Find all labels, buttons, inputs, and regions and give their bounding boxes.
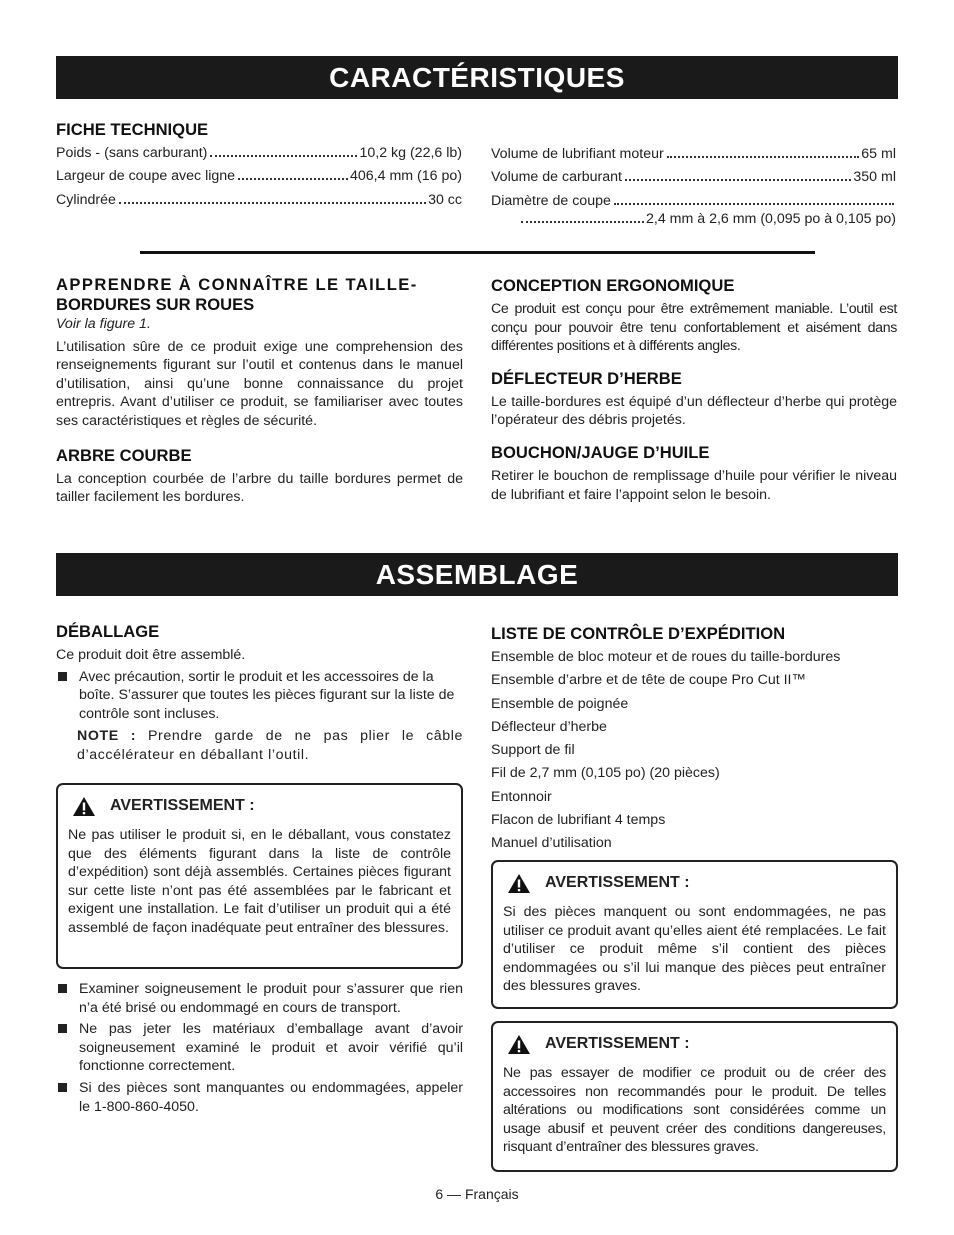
arbre-body: La conception courbée de l’arbre du taille bordures permet de tailler facilement les bordures. <box>56 470 463 506</box>
warning-triangle-icon <box>507 1034 531 1055</box>
list-item: Ensemble de poignée <box>491 695 629 712</box>
warning-triangle-icon <box>72 796 96 817</box>
assemblage-banner: ASSEMBLAGE <box>56 553 898 596</box>
spec-row: Diamètre de coupe <box>491 192 896 211</box>
list-item: Si des pièces sont manquantes ou endommagées, appeler le 1-800-860-4050. <box>56 1079 463 1116</box>
warning-body: Ne pas utiliser le produit si, en le déballant, vous constatez que des éléments figurant dans la liste de contrôle d’expédition) sont déjà assemblés. Certaines pièces figurant sur cette liste n’ont pas été assemblées par le fabricant et exigent une installation. Le fait d’utiliser un produit qui a été assemblé de façon inadéquate peut entraîner des blessures. <box>68 827 451 936</box>
figure-reference: Voir la figure 1. <box>56 316 151 332</box>
bullet-icon <box>58 984 67 993</box>
features-right <box>491 276 897 504</box>
note: NOTE : Prendre garde de ne pas plier le câble d’accélérateur en déballant l’outil. <box>77 728 463 763</box>
bullet-icon <box>58 1083 67 1092</box>
apprendre-heading-2: BORDURES SUR ROUES <box>56 295 255 314</box>
spec-row: Cylindrée 30 cc <box>56 191 462 208</box>
deballage-heading: DÉBALLAGE <box>56 622 160 641</box>
deballage-section <box>56 622 463 765</box>
list-item: Ensemble de bloc moteur et de roues du taille-bordures <box>491 649 841 665</box>
conception-heading: CONCEPTION ERGONOMIQUE <box>491 276 735 295</box>
list-item: Avec précaution, sortir le produit et les accessoires de la boîte. S’assurer que toutes les pièces figurant sur la liste de contrôle sont incluses. <box>56 668 463 724</box>
deflecteur-heading: DÉFLECTEUR D’HERBE <box>491 368 682 388</box>
list-item: Ensemble d’arbre et de tête de coupe Pro Cut II™ <box>491 672 806 689</box>
warning-body: Si des pièces manquent ou sont endommagées, ne pas utiliser ce produit avant qu’elles aient été remplacées. Le fait d’utiliser ce produit même s’il contient des pièces endommagées ou s’il lui manque des pièces peut entraîner des blessures graves. <box>503 904 886 995</box>
spec-row: Volume de lubrifiant moteur 65 ml <box>491 146 896 162</box>
section-divider <box>140 251 815 254</box>
deballage-bullets <box>56 977 463 1116</box>
deballage-intro: Ce produit doit être assemblé. <box>56 647 246 663</box>
warning-title: AVERTISSEMENT : <box>72 796 451 817</box>
list-item: Déflecteur d’herbe <box>491 718 607 735</box>
list-item: Fil de 2,7 mm (0,105 po) (20 pièces) <box>491 765 720 782</box>
checklist-heading: LISTE DE CONTRÔLE D’EXPÉDITION <box>491 624 786 643</box>
spec-row: Largeur de coupe avec ligne 406,4 mm (16 po) <box>56 168 462 185</box>
list-item: Flacon de lubrifiant 4 temps <box>491 811 666 828</box>
spec-row: Volume de carburant 350 ml <box>491 169 896 186</box>
list-item: Entonnoir <box>491 788 552 805</box>
warning-box-unpack <box>56 783 463 969</box>
checklist-section <box>491 624 897 858</box>
spec-row-continued: 2,4 mm à 2,6 mm (0,095 po à 0,105 po) <box>521 210 896 229</box>
bouchon-body: Retirer le bouchon de remplissage d’huile pour vérifier le niveau de lubrifiant et faire l’appoint selon le besoin. <box>491 467 897 503</box>
features-left <box>56 275 463 507</box>
list-item: Examiner soigneusement le produit pour s’assurer que rien n’a été brisé ou endommagé en cours de transport. <box>56 980 463 1017</box>
fiche-technique-right <box>491 145 896 234</box>
warning-box-missing-parts <box>491 860 898 1009</box>
apprendre-body: L’utilisation sûre de ce produit exige une comprehension des renseignements figurant sur l’outil et contenus dans le manuel d’utilisation, ainsi qu’une bonne connaissance du projet entrepris. Avant d’utiliser ce produit, se familiariser avec toutes ses caractéristiques et règles de sécurité. <box>56 338 463 429</box>
fiche-technique-heading: FICHE TECHNIQUE <box>56 120 209 139</box>
warning-body: Ne pas essayer de modifier ce produit ou de créer des accessoires non recommandés pour le produit. De telles altérations ou modifications sont considérées comme un usage abusif et peuvent créer des conditions dangereuses, risquant d’entraîner des blessures graves. <box>503 1065 886 1156</box>
caracteristiques-banner: CARACTÉRISTIQUES <box>56 56 898 99</box>
list-item: Manuel d’utilisation <box>491 835 612 852</box>
deflecteur-body: Le taille-bordures est équipé d’un déflecteur d’herbe qui protège l’opérateur des débris projetés. <box>491 393 897 429</box>
bullet-icon <box>58 672 67 681</box>
list-item: Ne pas jeter les matériaux d’emballage avant d’avoir soigneusement examiné le produit et avoir vérifié qu’il fonctionne correctement. <box>56 1020 463 1076</box>
arbre-heading: ARBRE COURBE <box>56 445 192 465</box>
warning-triangle-icon <box>507 873 531 894</box>
warning-title: AVERTISSEMENT : <box>507 873 886 894</box>
spec-row: Poids - (sans carburant) 10,2 kg (22,6 lb) <box>56 145 462 161</box>
bullet-icon <box>58 1024 67 1033</box>
warning-box-modification <box>491 1021 898 1172</box>
list-item: Support de fil <box>491 742 575 759</box>
warning-title: AVERTISSEMENT : <box>507 1034 886 1055</box>
fiche-technique-left <box>56 120 462 214</box>
conception-body: Ce produit est conçu pour être extrêmement maniable. L’outil est conçu pour pouvoir être tenu confortablement et aisément dans différentes positions et à différents angles. <box>491 301 897 355</box>
bouchon-heading: BOUCHON/JAUGE D’HUILE <box>491 442 710 462</box>
page-footer: 6 — Français <box>435 1186 519 1202</box>
apprendre-heading-1: APPRENDRE À CONNAÎTRE LE TAILLE- <box>56 275 418 294</box>
